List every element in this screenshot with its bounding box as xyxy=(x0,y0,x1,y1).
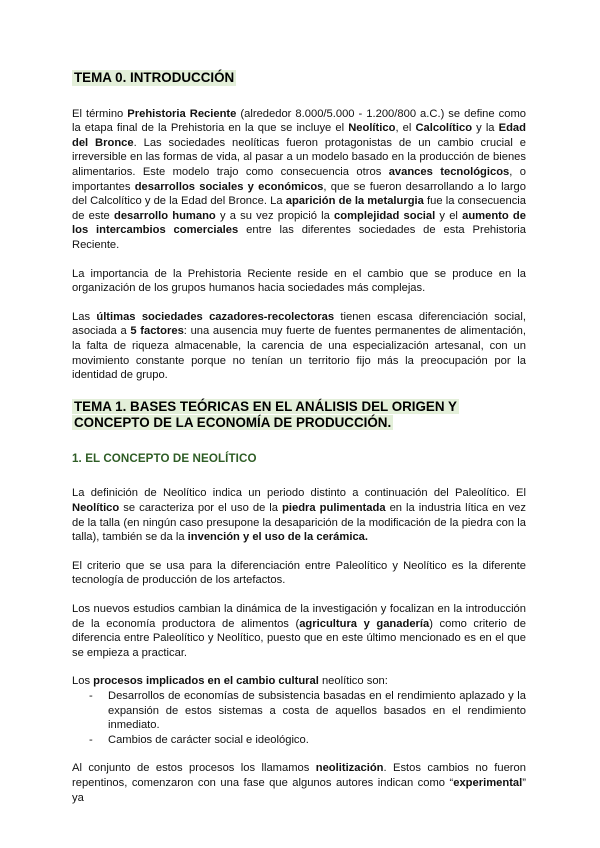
tema1-heading: TEMA 1. BASES TEÓRICAS EN EL ANÁLISIS DEL ORIGEN Y CONCEPTO DE LA ECONOMÍA DE PRODUCCIÓN. xyxy=(74,398,457,431)
tema0-paragraph-3: Las últimas sociedades cazadores-recolectoras tienen escasa diferenciación social, asociada a 5 factores: una ausencia muy fuerte de fuentes permanentes de alimentación, la falta de riqueza almacenable, la carencia de una especialización artesanal, con un movimiento constante porque no tenían un territorio fijo más la preocupación por la identidad de grupo. xyxy=(72,310,526,382)
bold-term: avances tecnológicos xyxy=(388,165,510,178)
bold-term: aumento de los intercambios comerciales xyxy=(72,209,526,237)
bold-term: procesos implicados en el cambio cultural xyxy=(93,675,319,688)
bold-term: aparición de la metalurgia xyxy=(285,195,424,208)
bold-term: Edad del Bronce xyxy=(72,122,526,149)
bold-term: Calcolítico xyxy=(415,122,473,135)
bold-term: 5 factores xyxy=(130,325,184,338)
tema0-paragraph-1: El término Prehistoria Reciente (alrededor 8.000/5.000 - 1.200/800 a.C.) se define como la etapa final de la Prehistoria en la que se incluye el Neolítico, el Calcolítico y la Edad del Bronce. Las sociedades neolíticas fueron protagonistas de un cambio crucial e irreversible en las formas de vida, al pasar a un modelo basado en la producción de bienes alimentarios. Este modelo trajo como consecuencia otros avances tecnológicos, o importantes desarrollos sociales y económicos, que se fueron desarrollando a lo largo del Calcolítico y de la Edad del Bronce. La aparición de la metalurgia fue la consecuencia de este desarrollo humano y a su vez propició la complejidad social y el aumento de los intercambios comerciales entre las diferentes sociedades de esta Prehistoria Reciente. xyxy=(72,107,527,251)
tema1-paragraph-1: La definición de Neolítico indica un periodo distinto a continuación del Paleolítico. El Neolítico se caracteriza por el uso de la piedra pulimentada en la industria lítica en vez de la talla (en ningún caso presupone la desaparición de la modificación de la piedra con la talla), también se da la invención y el uso de la cerámica. xyxy=(72,487,526,544)
bold-term: desarrollo humano xyxy=(113,209,216,222)
tema0-paragraph-2: La importancia de la Prehistoria Reciente reside en el cambio que se produce en la organización de los grupos humanos hacia sociedades más complejas. xyxy=(72,267,526,295)
bold-term: invención y el uso de la cerámica. xyxy=(187,531,368,544)
bold-term: neolitización xyxy=(315,762,384,775)
bold-term: experimental xyxy=(453,776,523,789)
tema0-heading: TEMA 0. INTRODUCCIÓN xyxy=(74,70,235,85)
bold-term: Prehistoria Reciente xyxy=(127,107,237,120)
section-neolitico-heading: 1. EL CONCEPTO DE NEOLÍTICO xyxy=(72,451,257,465)
bold-term: piedra pulimentada xyxy=(282,502,386,515)
bold-term: Neolítico xyxy=(72,502,120,515)
cultural-process-list xyxy=(72,689,526,747)
bold-term: desarrollos sociales y económicos xyxy=(134,180,324,193)
tema1-paragraph-2: El criterio que se usa para la diferenciación entre Paleolítico y Neolítico es la diferente tecnología de producción de los artefactos. xyxy=(72,559,526,587)
bold-term: últimas sociedades cazadores-recolectoras xyxy=(96,310,335,323)
tema1-paragraph-3: Los nuevos estudios cambian la dinámica de la investigación y focalizan en la introducción de la economía productora de alimentos (agricultura y ganadería) como criterio de diferencia entre Paleolítico y Neolítico, puesto que en este último mencionado es en el que se empieza a practicar. xyxy=(72,603,527,659)
list-item: - Desarrollos de economías de subsistencia basadas en el rendimiento aplazado y la expansión de estos sistemas a costa de aquellos basados en el rendimiento inmediato. xyxy=(108,689,526,733)
tema1-paragraph-5: Al conjunto de estos procesos los llamamos neolitización. Estos cambios no fueron repentinos, comenzaron con una fase que algunos autores indican como “experimental” ya xyxy=(72,762,526,804)
bold-term: complejidad social xyxy=(334,209,436,222)
bold-term: Neolítico xyxy=(348,122,396,135)
document-body xyxy=(72,70,526,805)
list-item: - Cambios de carácter social e ideológico. xyxy=(108,733,526,748)
tema1-paragraph-4: Los procesos implicados en el cambio cultural neolítico son: xyxy=(72,675,388,688)
bold-term: agricultura y ganadería xyxy=(299,617,430,630)
tema1-heading-wrap xyxy=(72,399,526,432)
